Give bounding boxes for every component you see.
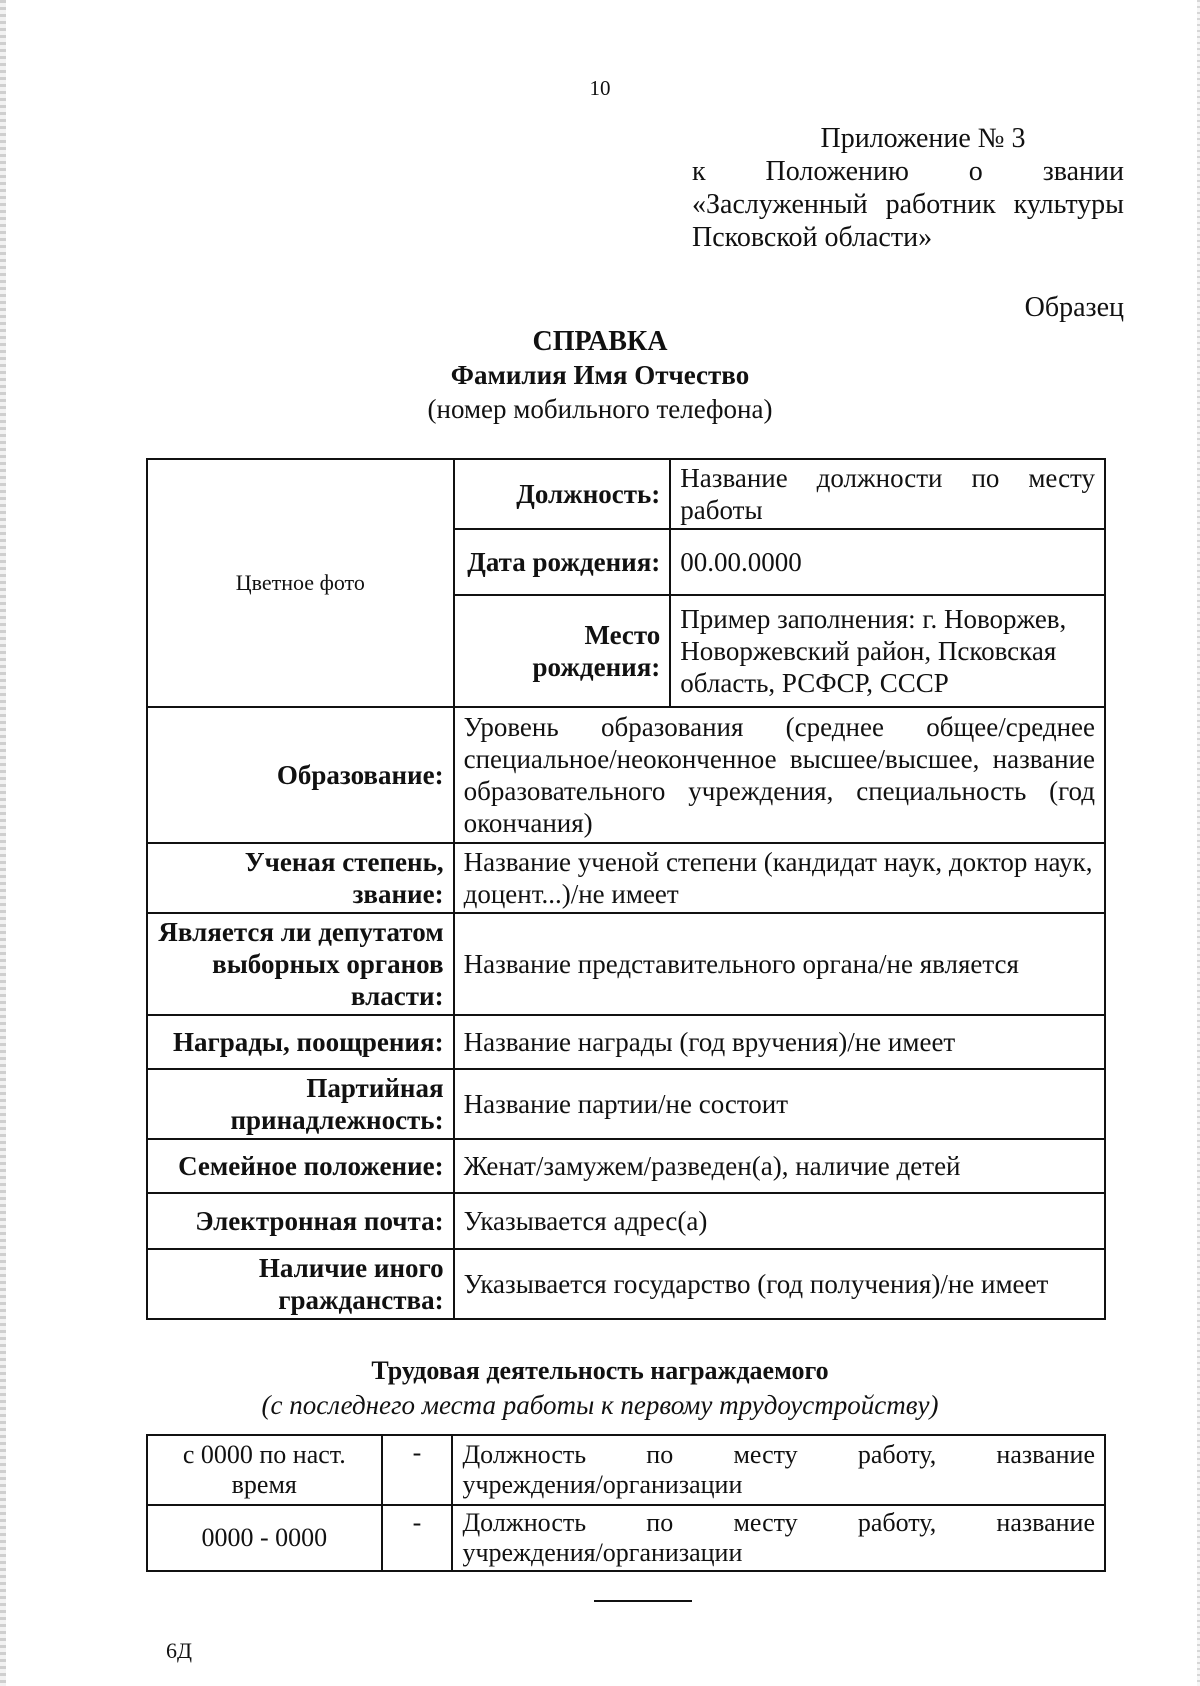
page-number: 10 [589,76,611,100]
appendix-line-3: Псковской области» [692,222,933,253]
table-row [147,1193,1105,1249]
labor-position [452,1505,1105,1571]
table-row [147,1505,1105,1571]
row-value: Женат/замужем/разведен(а), наличие детей [454,1139,1105,1193]
row-label: Ученая степень, звание: [147,843,454,913]
row-value: Название должности по месту работы [670,459,1105,529]
appendix-line-2: «Заслуженный работник культуры [692,189,1124,220]
table-row [147,707,1105,843]
table-row [147,459,1105,529]
row-label: Дата рождения: [454,529,671,595]
table-row [147,843,1105,913]
row-label: Награды, поощрения: [147,1015,454,1069]
labor-dash: - [382,1505,453,1571]
appendix-title: Приложение № 3 [820,123,1026,154]
appendix-line-1: к Положению о звании [692,156,1124,187]
row-label: Партийная принадлежность: [147,1069,454,1139]
labor-section-title: Трудовая деятельность награждаемого [371,1356,829,1385]
labor-dash: - [382,1435,453,1505]
labor-period: 0000 - 0000 [147,1505,382,1571]
table-row [147,1069,1105,1139]
table-row [147,1435,1105,1505]
row-label: Семейное положение: [147,1139,454,1193]
row-value: Название награды (год вручения)/не имеет [454,1015,1105,1069]
table-row [147,1139,1105,1193]
row-value: Название ученой степени (кандидат наук, доктор наук, доцент...)/не имеет [454,843,1105,913]
row-value: Уровень образования (среднее общее/среднее специальное/неоконченное высшее/высшее, название образовательного учреждения, специальность (год окончания) [454,707,1105,843]
row-value: Название представительного органа/не является [454,913,1105,1015]
row-label: Является ли депутатом выборных органов власти: [147,913,454,1015]
labor-period: с 0000 по наст. время [147,1435,382,1505]
labor-position-line-2: учреждения/организации [462,1538,743,1567]
row-label: Наличие иного гражданства: [147,1249,454,1319]
labor-position [452,1435,1105,1505]
info-table [146,458,1106,1320]
labor-position-line-1: Должность по месту работу, название [462,1508,1095,1537]
table-row [147,1249,1105,1319]
phone-heading: (номер мобильного телефона) [427,394,773,424]
full-name-heading: Фамилия Имя Отчество [450,360,750,390]
table-row [147,1015,1105,1069]
photo-placeholder: Цветное фото [147,459,454,707]
appendix-block [692,122,1124,254]
row-value: Указывается государство (год получения)/не имеет [454,1249,1105,1319]
row-value: Название партии/не состоит [454,1069,1105,1139]
labor-table [146,1434,1106,1572]
row-label: Должность: [454,459,671,529]
labor-position-line-2: учреждения/организации [462,1470,743,1499]
table-row [147,913,1105,1015]
end-divider [594,1600,692,1602]
sample-label: Образец [1024,292,1124,323]
row-value: Пример заполнения: г. Новоржев, Новоржевский район, Псковская область, РСФСР, СССР [670,595,1105,707]
row-label: Образование: [147,707,454,843]
row-label: Электронная почта: [147,1193,454,1249]
row-value: 00.00.0000 [670,529,1105,595]
labor-position-line-1: Должность по месту работу, название [462,1440,1095,1469]
document-title: СПРАВКА [532,326,668,357]
row-value: Указывается адрес(а) [454,1193,1105,1249]
footer-code: 6Д [166,1638,193,1663]
labor-section-subtitle: (с последнего места работы к первому трудоустройству) [261,1390,939,1420]
row-label: Место рождения: [454,595,671,707]
scan-edge-left [0,0,6,1686]
